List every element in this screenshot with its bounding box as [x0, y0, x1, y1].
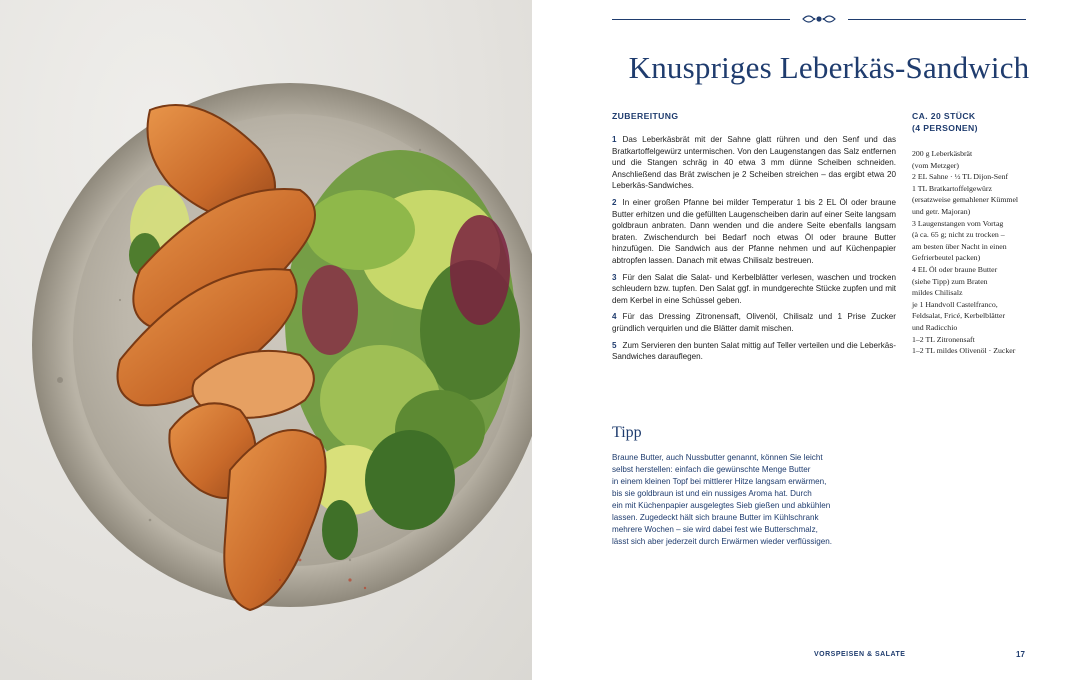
tip-line: Braune Butter, auch Nussbutter genannt, können Sie leicht — [612, 453, 823, 462]
preparation-steps — [612, 134, 896, 363]
step-text: Für den Salat die Salat- und Kerbelblätter verlesen, waschen und trocken schleudern bzw. tupfen. Den Salat ggf. in mundgerechte Stücke zupfen und mit dem Kerbel in eine Schüssel geben. — [612, 272, 896, 305]
step-text: Zum Servieren den bunten Salat mittig auf Teller verteilen und die Leberkäs-Sandwiches darauflegen. — [612, 340, 896, 362]
header-rule-left — [612, 19, 790, 20]
ingredient-line: 1 TL Bratkartoffelgewürz — [912, 183, 992, 193]
tip-line: ein mit Küchenpapier ausgelegtes Sieb gießen und abkühlen — [612, 501, 831, 510]
ingredient-line: 4 EL Öl oder braune Butter — [912, 264, 998, 274]
step-number: 3 — [612, 272, 617, 282]
step-item — [612, 340, 896, 363]
tip-line: bis sie goldbraun ist und ein nussiges Aroma hat. Durch — [612, 489, 812, 498]
ingredient-line: (ersatzweise gemahlener Kümmel — [912, 195, 1019, 205]
step-text: Das Leberkäsbrät mit der Sahne glatt rühren und den Senf und das Bratkartoffelgewürz untermischen. Von den Laugenstangen das Salz entfernen und die Stangen schräg in 40 etwa 3 mm dünne Scheiben schneiden. Anschließend das Brät zwischen je 2 Scheiben streichen – das ergibt etwa 20 Leberkäs-Sandwiches. — [612, 135, 896, 191]
ingredient-line: 200 g Leberkäsbrät — [912, 149, 973, 158]
ingredient-line: (siehe Tipp) zum Braten — [912, 276, 988, 286]
recipe-title: Knuspriges Leberkäs-Sandwich — [628, 50, 1030, 85]
servings-count: CA. 20 STÜCK — [912, 111, 976, 121]
ingredient-line: 2 EL Sahne · ½ TL Dijon-Senf — [912, 172, 1009, 182]
tip-line: mehrere Wochen – sie wird dabei fest wie Butterschmalz, — [612, 525, 818, 534]
ingredient-line: Feldsalat, Friсé, Kerbelblätter — [912, 311, 1006, 321]
footer-section-title: VORSPEISEN & SALATE — [814, 651, 906, 658]
step-item — [612, 134, 896, 192]
header-rule-right — [848, 19, 1026, 20]
ingredient-line: und Radicchio — [912, 322, 958, 332]
tip-line: selbst herstellen: einfach die gewünschte Menge Butter — [612, 465, 811, 474]
servings-persons: (4 PERSONEN) — [912, 123, 978, 133]
recipe-page — [532, 0, 1066, 680]
servings-heading — [912, 110, 1032, 134]
food-photo — [0, 0, 532, 680]
flourish-ornament-icon — [801, 12, 837, 26]
tip-body — [612, 452, 874, 548]
ingredient-line: je 1 Handvoll Castelfranco, — [912, 299, 998, 309]
ingredient-line: (vom Metzger) — [912, 160, 959, 170]
tip-line: lassen. Zugedeckt hält sich braune Butter im Kühlschrank — [612, 513, 819, 522]
ingredients-list — [912, 148, 1032, 357]
ingredients-column — [912, 110, 1032, 357]
step-number: 4 — [612, 312, 617, 322]
header-ornament — [612, 12, 1026, 26]
tip-line: in einem kleinen Topf bei mittlerer Hitze langsam erwärmen, — [612, 477, 827, 486]
ingredient-line: mildes Chilisalz — [912, 288, 963, 298]
tip-title: Tipp — [612, 424, 642, 441]
page-number: 17 — [1016, 650, 1025, 659]
step-text: Für das Dressing Zitronensaft, Olivenöl, Chilisalz und 1 Prise Zucker gründlich verquirlen und die Blätter damit mischen. — [612, 312, 896, 333]
ingredient-line: 3 Laugenstangen vom Vortag — [912, 218, 1004, 228]
step-item — [612, 311, 896, 334]
step-text: In einer großen Pfanne bei milder Temperatur 1 bis 2 EL Öl oder braune Butter erhitzen und die gefüllten Laugenscheiben darin auf einer Seite langsam goldbraun anbraten. Dann wenden und die andere Seite ebenfalls langsam braten. Zwischendurch bei Bedarf noch etwas Öl oder braune Butter hinzufügen. Die Sandwich aus der Pfanne nehmen und auf Küchenpapier abtropfen lassen. Danach mit etwas Chilisalz bestreuen. — [612, 197, 896, 265]
ingredient-line: (à ca. 65 g; nicht zu trocken – — [912, 230, 1005, 240]
ingredient-line: und getr. Majoran) — [912, 206, 971, 216]
step-item — [612, 272, 896, 307]
ingredient-line: am besten über Nacht in einen — [912, 241, 1007, 251]
preparation-heading: ZUBEREITUNG — [612, 111, 679, 121]
ingredient-line: 1–2 TL mildes Olivenöl · Zucker — [912, 346, 1016, 356]
step-number: 2 — [612, 197, 617, 207]
step-number: 1 — [612, 135, 617, 144]
ingredient-line: Gefrierbeutel packen) — [912, 253, 981, 263]
step-number: 5 — [612, 340, 617, 350]
preparation-column — [612, 110, 896, 368]
plate-illustration — [0, 0, 532, 680]
ingredient-line: 1–2 TL Zitronensaft — [912, 334, 975, 344]
tip-line: lässt sich aber jederzeit durch Erwärmen wieder verflüssigen. — [612, 537, 832, 546]
step-item — [612, 197, 896, 267]
